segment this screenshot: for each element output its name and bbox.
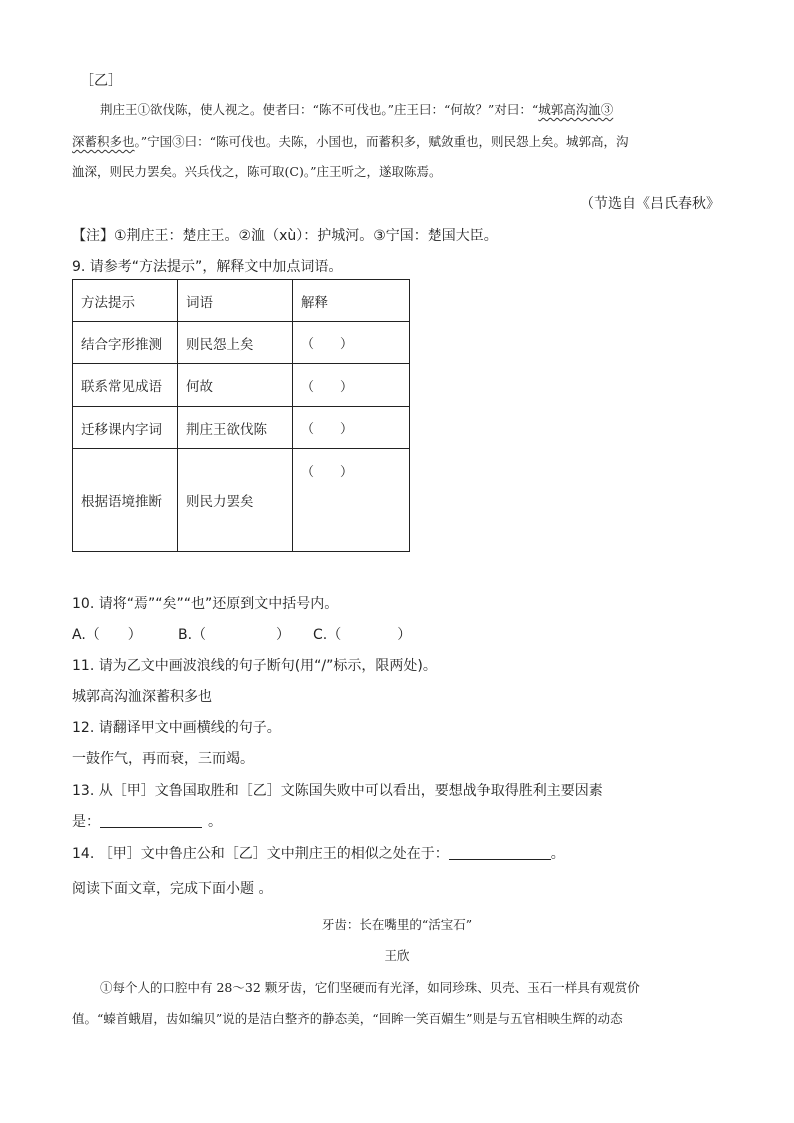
passage-text: 荆庄王①欲伐陈，使人视之。使者曰：“陈不可伐也。”庄王曰：“何故？”对曰：“ (100, 102, 539, 117)
reading-intro: 阅读下面文章，完成下面小题 。 (72, 881, 273, 897)
q10-option-a[interactable]: A.（ ） (72, 627, 142, 643)
passage-line-3: 洫深，则民力罢矣。兴兵伐之，陈可取(C)。”庄王听之，遂取陈焉。 (72, 164, 442, 179)
header-explanation: 解释 (293, 280, 410, 322)
question-13-stem: 13. 从［甲］文鲁国取胜和［乙］文陈国失败中可以看出，要想战争取得胜利主要因素 (72, 783, 603, 799)
answer-blank[interactable]: （ ） (293, 364, 410, 407)
word-cell: 荆庄王欲伐陈 (178, 407, 293, 449)
q10-option-b[interactable]: B.（ ） (178, 627, 291, 643)
q14-answer-blank[interactable] (449, 845, 551, 860)
method-cell: 联系常见成语 (73, 364, 178, 407)
table-row (73, 322, 410, 364)
article-paragraph-line: ①每个人的口腔中有 28～32 颗牙齿，它们坚硬而有光泽，如同珍珠、贝壳、玉石一样具有观赏价 (100, 980, 640, 995)
table-row (73, 449, 410, 552)
passage-line-2 (72, 132, 629, 150)
passage-source: （节选自《吕氏春秋》 (580, 196, 720, 212)
question-14-line (72, 843, 565, 863)
method-cell: 结合字形推测 (73, 322, 178, 364)
q13-suffix: 。 (208, 814, 222, 830)
header-word: 词语 (178, 280, 293, 322)
word-cell: 则民怨上矣 (178, 322, 293, 364)
passage-text: 。”宁国③曰：“陈可伐也。夫陈，小国也，而蓄积多，赋敛重也，则民怨上矣。城郭高，沟 (134, 134, 629, 149)
method-table (72, 279, 410, 552)
q13-answer-blank[interactable] (100, 813, 202, 828)
article-paragraph-line: 值。“螓首蛾眉，齿如编贝”说的是洁白整齐的静态美，“回眸一笑百媚生”则是与五官相映生辉的动态 (72, 1011, 623, 1026)
question-12-stem: 12. 请翻译甲文中画横线的句子。 (72, 720, 281, 736)
word-cell: 何故 (178, 364, 293, 407)
method-cell: 迁移课内字词 (73, 407, 178, 449)
table-header-row (73, 280, 410, 322)
wavy-underlined-sentence: 城郭高沟洫③ (538, 102, 614, 117)
question-11-sentence: 城郭高沟洫深蓄积多也 (72, 689, 212, 705)
question-12-sentence: 一鼓作气，再而衰，三而竭。 (72, 751, 254, 767)
passage-line-1 (100, 100, 613, 118)
method-cell: 根据语境推断 (73, 449, 178, 552)
article-author: 王欣 (384, 948, 410, 963)
word-cell: 则民力罢矣 (178, 449, 293, 552)
table-row (73, 407, 410, 449)
q10-option-c[interactable]: C.（ ） (313, 627, 412, 643)
q14-suffix: 。 (550, 846, 565, 862)
table-row (73, 364, 410, 407)
answer-blank[interactable]: （ ） (293, 407, 410, 449)
answer-blank[interactable]: （ ） (293, 322, 410, 364)
section-label-yi: ［乙］ (80, 73, 122, 89)
question-13-answer-line (72, 811, 222, 831)
article-title: 牙齿：长在嘴里的“活宝石” (321, 917, 473, 932)
answer-blank[interactable]: （ ） (293, 449, 410, 552)
annotation-note: 【注】①荆庄王：楚庄王。②洫（xù）：护城河。③宁国：楚国大臣。 (72, 228, 498, 244)
question-11-stem: 11. 请为乙文中画波浪线的句子断句(用“/”标示，限两处)。 (72, 658, 437, 674)
question-9-stem: 9. 请参考“方法提示”，解释文中加点词语。 (72, 259, 343, 275)
q13-prefix: 是： (72, 814, 100, 830)
wavy-underlined-sentence-end: 深蓄积多也 (72, 134, 135, 149)
question-10-stem: 10. 请将“焉”“矣”“也”还原到文中括号内。 (72, 596, 339, 612)
question-14-stem: 14. ［甲］文中鲁庄公和［乙］文中荆庄王的相似之处在于： (72, 846, 449, 862)
header-method: 方法提示 (73, 280, 178, 322)
